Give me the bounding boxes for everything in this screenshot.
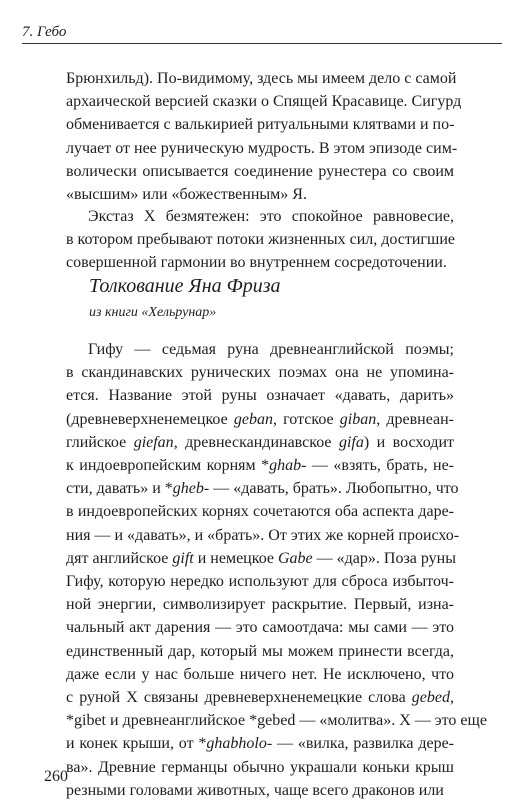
text-line bbox=[66, 616, 454, 639]
text-line bbox=[66, 570, 454, 593]
text-line bbox=[66, 640, 454, 663]
text-run: к индоевропейским корням * bbox=[66, 457, 270, 475]
text-run: и конек крыши, от * bbox=[66, 735, 207, 753]
text-line bbox=[66, 477, 459, 500]
text-run: ной энергии, символизирует раскрытие. Первый, изна- bbox=[66, 596, 454, 614]
text-line: Экстаз Х безмятежен: это спокойное равновесие, bbox=[88, 208, 454, 225]
text-line bbox=[66, 431, 454, 454]
text-run: даже если у нас больше ничего нет. Не исключено, что bbox=[66, 665, 454, 683]
text-run: ва». Древние германцы обычно украшали коньки крыш bbox=[66, 758, 454, 776]
section-heading: Толкование Яна Фриза bbox=[89, 275, 281, 297]
text-run: , древнеан- bbox=[376, 410, 455, 428]
text-run: резными головами животных, чаще всего драконов или bbox=[66, 781, 444, 799]
text-run: — «молитва». Х — это еще bbox=[295, 712, 487, 730]
text-line bbox=[66, 361, 454, 384]
body-paragraph-2 bbox=[66, 205, 454, 275]
text-run: *gibet bbox=[66, 712, 106, 730]
text-line bbox=[66, 524, 460, 547]
text-line bbox=[66, 686, 454, 709]
text-run: в индоевропейских корнях сочетаются оба аспекта даре- bbox=[66, 503, 454, 521]
text-run: , древнескандинавское bbox=[173, 433, 339, 451]
italic-term: gifa bbox=[338, 433, 364, 451]
text-line: волически описывается соединение рунестера со своим bbox=[66, 162, 454, 180]
italic-term: geban bbox=[233, 410, 273, 428]
text-run: — «взять, брать, не- bbox=[306, 457, 454, 475]
text-run: ется. Название этой руны означает «давать, дарить» bbox=[66, 387, 454, 405]
text-line bbox=[66, 338, 454, 361]
text-run: дят английское bbox=[66, 549, 173, 567]
text-run: единственный дар, который мы можем принести всегда, bbox=[66, 642, 454, 660]
text-run: сти, давать» и * bbox=[66, 480, 173, 498]
text-run: — «вилка, развилка дере- bbox=[272, 735, 454, 753]
text-line bbox=[66, 454, 454, 477]
italic-term: Gabe bbox=[278, 549, 313, 567]
text-line bbox=[66, 663, 454, 686]
text-run: ния — и «давать», и «брать». От этих же корней происхо- bbox=[66, 526, 460, 544]
text-run: и древнеанглийское bbox=[106, 712, 250, 730]
text-line bbox=[66, 408, 454, 431]
body-paragraph-1 bbox=[66, 67, 462, 206]
text-run: с руной Х связаны древневерхненемецкие слова bbox=[66, 689, 412, 707]
text-run: Гифу, которую нередко используют для сброса избыточ- bbox=[66, 573, 454, 591]
text-run: и немецкое bbox=[193, 549, 278, 567]
italic-term: giefan bbox=[133, 433, 174, 451]
italic-term: gift bbox=[172, 549, 194, 567]
text-line: лучает от нее руническую мудрость. В этом эпизоде сим- bbox=[66, 139, 458, 157]
text-run: *gebed bbox=[249, 712, 296, 730]
text-run: чальный акт дарения — это самоотдача: мы сами — это bbox=[66, 619, 454, 637]
text-line bbox=[66, 384, 454, 407]
text-line bbox=[66, 547, 454, 570]
text-line: Брюнхильд). По-видимому, здесь мы имеем дело с самой bbox=[66, 70, 457, 87]
text-run: в скандинавских рунических поэмах она не упомина- bbox=[66, 364, 454, 382]
text-line bbox=[66, 500, 454, 523]
text-line: архаической версией сказки о Спящей Красавице. Сигурд bbox=[66, 93, 462, 111]
running-head: 7. Гебо bbox=[22, 22, 502, 44]
text-run: ) и восходит bbox=[363, 433, 455, 451]
italic-term: giban bbox=[339, 410, 377, 428]
italic-term: gheb- bbox=[172, 480, 210, 498]
italic-term: ghabholo- bbox=[206, 735, 273, 753]
text-run: глийское bbox=[66, 433, 134, 451]
text-line bbox=[66, 593, 454, 616]
text-line: совершенной гармонии во внутреннем сосредоточении. bbox=[66, 254, 447, 272]
text-run: Гифу — седьмая руна древнеанглийской поэмы; bbox=[88, 341, 454, 358]
text-line: обменивается с валькирией ритуальными клятвами и по- bbox=[66, 116, 455, 134]
section-subtitle: из книги «Хельрунар» bbox=[89, 305, 217, 320]
text-line: в котором пребывают потоки жизненных сил, достигшие bbox=[66, 231, 455, 249]
text-line bbox=[66, 732, 454, 755]
italic-term: gebed bbox=[411, 689, 450, 707]
italic-term: ghab- bbox=[269, 457, 307, 475]
text-run: — «давать, брать». Любопытно, что bbox=[209, 480, 459, 498]
body-paragraph-3 bbox=[66, 338, 487, 802]
text-line bbox=[66, 709, 487, 732]
text-run: , готское bbox=[272, 410, 340, 428]
page-number: 260 bbox=[44, 768, 68, 785]
text-run: , bbox=[450, 689, 454, 707]
text-run: (древневерхненемецкое bbox=[66, 410, 234, 428]
text-line bbox=[66, 779, 454, 802]
text-run: — «дар». Поза руны bbox=[312, 549, 456, 567]
text-line bbox=[66, 756, 454, 779]
text-line: «высшим» или «божественным» Я. bbox=[66, 186, 307, 204]
